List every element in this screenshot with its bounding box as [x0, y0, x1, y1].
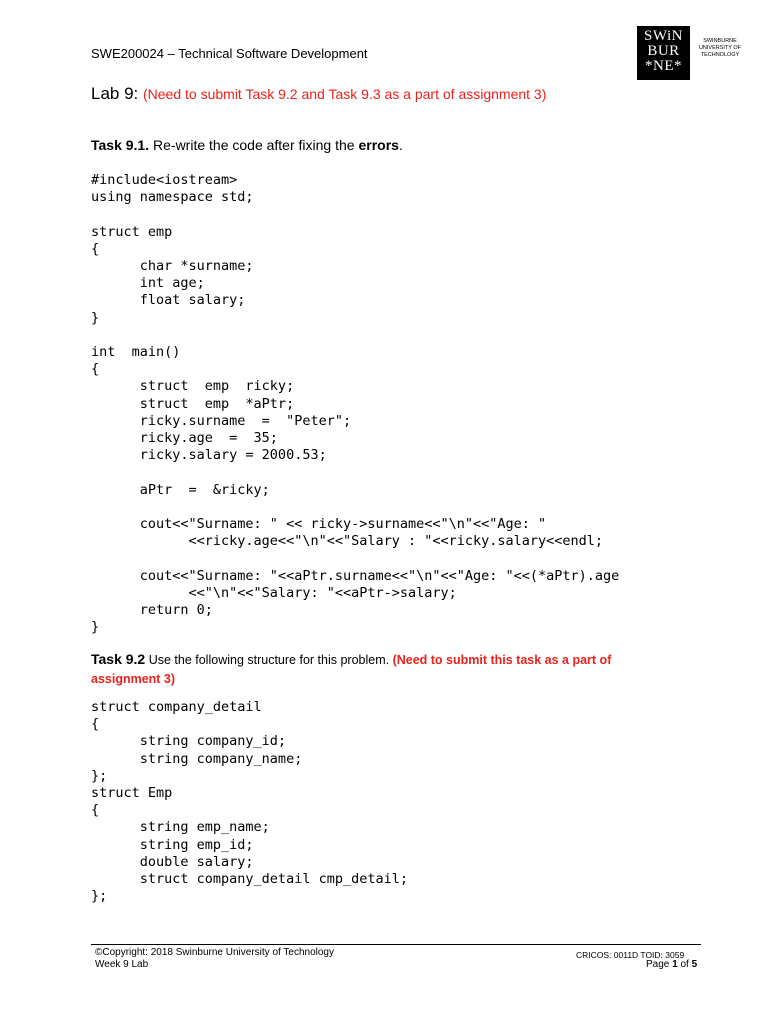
- task-9-1-heading: [91, 137, 403, 153]
- page-total: 5: [691, 959, 698, 970]
- footer-copyright: ©Copyright: 2018 Swinburne University of Technology: [95, 947, 334, 958]
- logo-line-1: SWiN: [644, 28, 683, 44]
- task-9-2-label: Task 9.2: [91, 651, 146, 667]
- task-9-2-heading: [91, 650, 651, 689]
- page-prefix: Page: [646, 959, 673, 970]
- page-number: 1: [672, 959, 678, 970]
- task-9-1-label: Task 9.1.: [91, 137, 150, 153]
- course-header: SWE200024 – Technical Software Development: [91, 46, 368, 61]
- logo-caption-1: SWINBURNE: [703, 38, 737, 44]
- footer-page: [646, 959, 697, 970]
- lab-note: (Need to submit Task 9.2 and Task 9.3 as a part of assignment 3): [143, 86, 547, 102]
- footer-divider: [91, 944, 701, 945]
- logo-line-3: *NE*: [645, 58, 682, 74]
- logo-caption-2: UNIVERSITY OF: [698, 45, 742, 51]
- lab-label: Lab 9:: [91, 84, 139, 103]
- task-9-2-text: Use the following structure for this problem.: [145, 653, 393, 667]
- task-9-1-code: #include<iostream> using namespace std; struct emp { char *surname; int age; float salary; } int main() { struct emp ricky; struct emp *aPtr; ricky.surname = "Peter"; ricky.age = 35; ricky.salary = 2000.53; aPtr = &ricky; cout<<"Surname: " << ricky->surname<<"\n"<<"Age: " <<ricky.age<<"\n"<<"Salary : "<<ricky.salary<<endl; cout<<"Surname: "<<aPtr.surname<<"\n"<<"Age: "<<(*aPtr).age <<"\n"<<"Salary: "<<aPtr->salary; return 0; }: [91, 172, 620, 636]
- footer-week: Week 9 Lab: [95, 959, 149, 970]
- logo-caption-3: TECHNOLOGY: [700, 52, 740, 58]
- task-9-1-text: Re-write the code after fixing the: [149, 137, 359, 153]
- page-of: of: [677, 959, 692, 970]
- task-9-2-code: struct company_detail { string company_id; string company_name; }; struct Emp { string emp_name; string emp_id; double salary; struct company_detail cmp_detail; };: [91, 699, 408, 905]
- lab-title: [91, 84, 546, 104]
- task-9-2-note: (Need to submit this task as a part of assignment 3): [91, 653, 612, 686]
- swinburne-logo: [637, 26, 745, 80]
- logo-mark: [637, 26, 690, 80]
- footer-cricos: CRICOS: 0011D TOID: 3059: [576, 950, 685, 960]
- task-9-1-end: .: [398, 137, 403, 153]
- task-9-1-emph: errors: [358, 137, 399, 153]
- logo-caption: [694, 38, 746, 59]
- logo-line-2: BUR: [647, 43, 680, 59]
